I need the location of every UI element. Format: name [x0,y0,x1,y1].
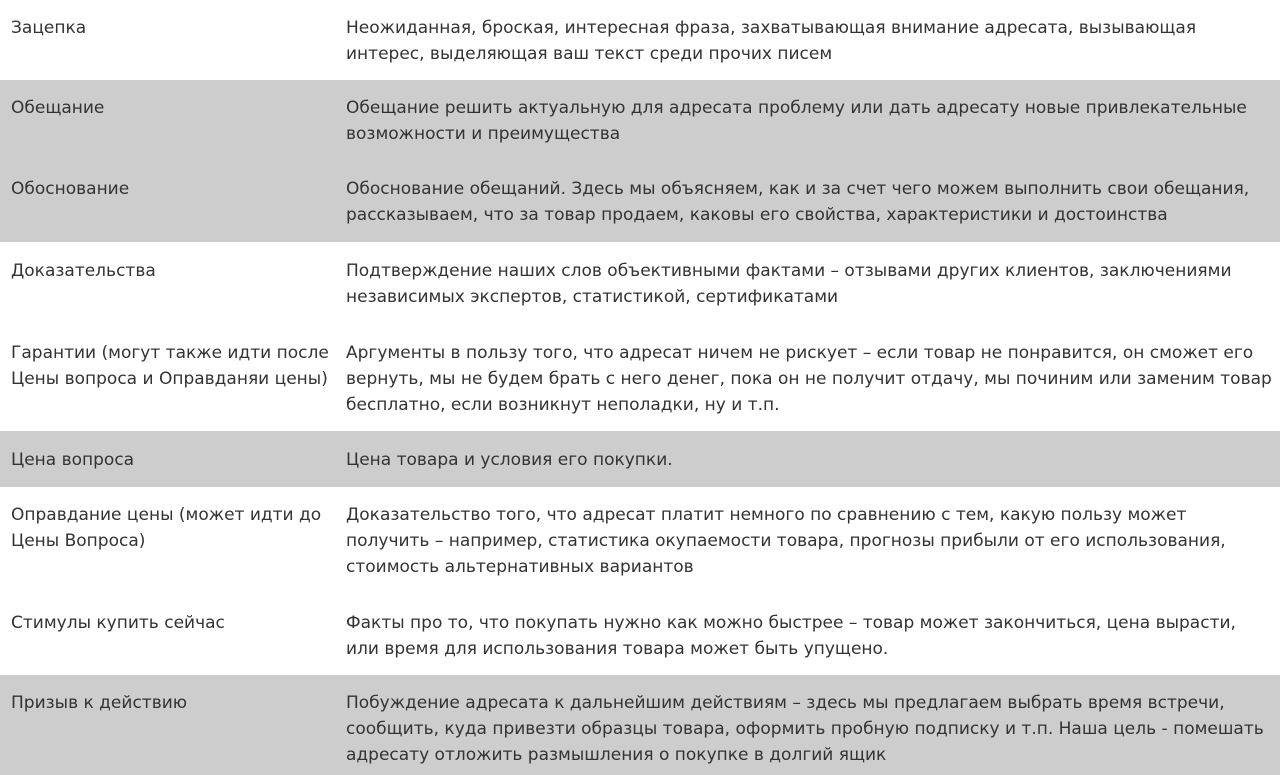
term-label: Стимулы купить сейчас [11,613,225,633]
term-label: Оправдание цены (может идти до Цены Вопроса) [11,505,322,551]
description-text: Побуждение адресата к дальнейшим действиям – здесь мы предлагаем выбрать время встречи, сообщить, куда привезти образцы товара, оформить пробную подписку и т.п. Наша цель - помешать адресату отложить размышления о покупке в долгий ящик [346,693,1264,765]
table-row [0,80,1280,161]
table-row [0,242,1280,324]
term-cell [0,675,346,775]
description-cell [346,0,1280,80]
term-cell [0,242,346,324]
description-text: Доказательство того, что адресат платит немного по сравнению с тем, какую пользу может получить – например, статистика окупаемости товара, прогнозы прибыли от его использования, стоимость альтернативных вариантов [346,505,1226,577]
description-cell [346,161,1280,242]
description-text: Обоснование обещаний. Здесь мы объясняем, как и за счет чего можем выполнить свои обещания, рассказываем, что за товар продаем, каковы его свойства, характеристики и достоинства [346,179,1250,225]
table-row [0,675,1280,775]
description-cell [346,595,1280,675]
term-cell [0,487,346,595]
description-text: Аргументы в пользу того, что адресат ничем не рискует – если товар не понравится, он сможет его вернуть, мы не будем брать с него денег, пока он не получит отдачу, мы починим или заменим товар бесплатно, если возникнут неполадки, ну и т.п. [346,343,1272,415]
term-cell [0,595,346,675]
table-row [0,431,1280,487]
description-cell [346,324,1280,431]
table-row [0,324,1280,431]
term-label: Гарантии (могут также идти после Цены вопроса и Оправданяи цены) [11,343,329,389]
description-cell [346,431,1280,487]
term-label: Цена вопроса [11,450,135,470]
term-cell [0,324,346,431]
description-cell [346,80,1280,161]
term-label: Обоснование [11,179,130,199]
term-label: Обещание [11,98,105,118]
term-label: Зацепка [11,18,87,38]
description-text: Обещание решить актуальную для адресата проблему или дать адресату новые привлекательные возможности и преимущества [346,98,1247,144]
term-label: Призыв к действию [11,693,188,713]
description-text: Цена товара и условия его покупки. [346,450,673,470]
term-cell [0,161,346,242]
term-cell [0,80,346,161]
term-cell [0,431,346,487]
description-cell [346,242,1280,324]
description-cell [346,675,1280,775]
description-cell [346,487,1280,595]
table-row [0,595,1280,675]
table-row [0,487,1280,595]
description-text: Неожиданная, броская, интересная фраза, захватывающая внимание адресата, вызывающая интерес, выделяющая ваш текст среди прочих писем [346,18,1197,64]
description-text: Подтверждение наших слов объективными фактами – отзывами других клиентов, заключениями независимых экспертов, статистикой, сертификатами [346,261,1232,307]
table-row [0,0,1280,80]
table-row [0,161,1280,242]
term-cell [0,0,346,80]
description-text: Факты про то, что покупать нужно как можно быстрее – товар может закончиться, цена вырасти, или время для использования товара может быть упущено. [346,613,1236,659]
term-label: Доказательства [11,261,156,281]
